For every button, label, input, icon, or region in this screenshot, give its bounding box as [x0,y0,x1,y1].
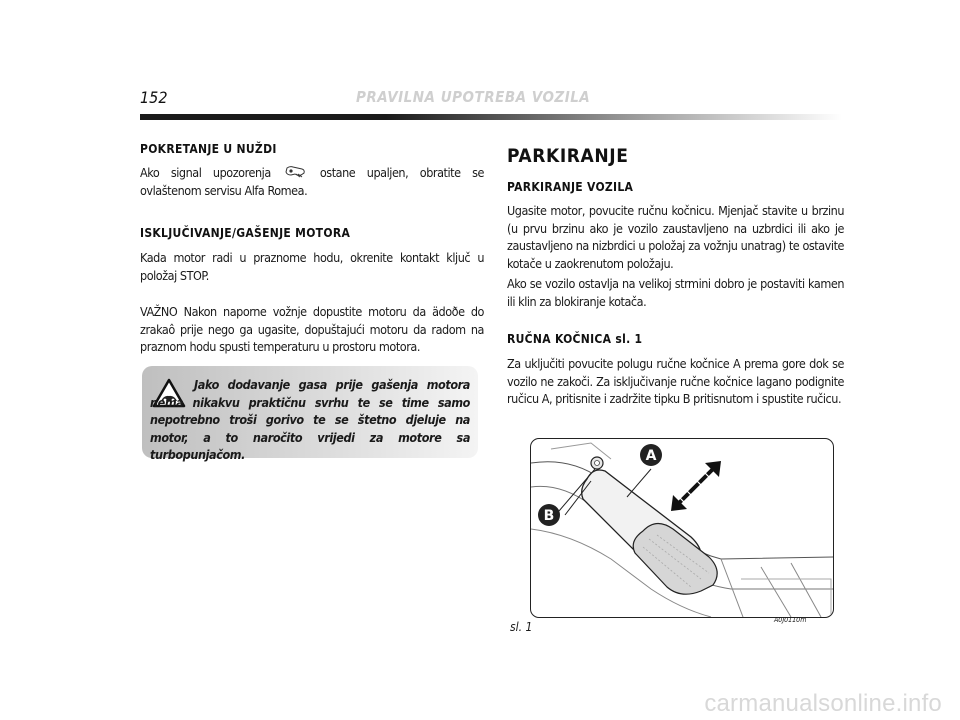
parking-vehicle-text: Ugasite motor, povucite ručnu kočnicu. Mjenjač stavite u brzinu (u prvu brzinu ako je vozilo zaustavljeno na uzbrdici ili ako je zaustavljeno na nizbrdici u položaj za vožnju unatrag) te ostavite kotače u zaokrenutom položaju. [507,203,844,271]
engine-stop-heading: ISKLJUČIVANJE/GAŠENJE MOTORA [140,226,351,240]
key-immobilizer-warning-icon [282,165,308,179]
engine-stop-section [140,226,484,356]
label-a: A [645,448,657,464]
handbrake-illustration [531,439,833,617]
figure-caption: sl. 1 [510,620,533,634]
warning-text [150,376,470,464]
warning-text-content: Jako dodavanje gasa prije gašenja motora nema nikakvu praktičnu svrhu te se time samo nepotrebno troši gorivo te se štetno djeluje na motor, a to naročito vrijedi za motore sa turbopunjačom. [150,377,470,462]
watermark: carmanualsonline.info [704,690,942,717]
emergency-start-section [140,142,484,199]
emergency-start-text-a: Ako signal upozorenja [140,165,271,180]
page-number: 152 [140,88,168,107]
handbrake-figure [530,438,834,618]
important-note: VAŽNO Nakon naporne vožnje dopustite motoru da ädoðe do zrakaô prije nego ga ugasite, dopuštajući motoru da radom na praznom hodu spusti temperaturu u prostoru motora. [140,304,484,354]
running-title: PRAVILNA UPOTREBA VOZILA [356,88,591,106]
warning-text-indent [150,388,194,389]
parking-slope-text: Ako se vozilo ostavlja na velikoj strmini dobro je postaviti kamen ili klin za blokiranje kotača. [507,276,844,309]
parking-title: PARKIRANJE [507,145,629,167]
label-b: B [543,508,555,524]
engine-stop-text: Kada motor radi u praznome hodu, okrenite kontakt ključ u položaj STOP. [140,250,484,283]
header-rule [140,114,842,120]
figure-code: A0J0110m [774,616,807,624]
parking-section [507,145,844,408]
handbrake-text: Za uključiti povucite polugu ručne kočnice A prema gore dok se vozilo ne zakoči. Za isključivanje ručne kočnice lagano podignite ručicu A, pritisnite i zadržite tipku B pritisnutom i spustite ručicu. [507,356,844,406]
emergency-start-text-b: ostane upaljen, obratite se ovlaštenom servisu Alfa Romea. [140,165,484,198]
emergency-start-text [140,164,484,199]
handbrake-heading: RUČNA KOČNICA sl. 1 [507,332,643,346]
parking-vehicle-heading: PARKIRANJE VOZILA [507,180,634,194]
emergency-start-heading: POKRETANJE U NUŽDI [140,142,277,156]
